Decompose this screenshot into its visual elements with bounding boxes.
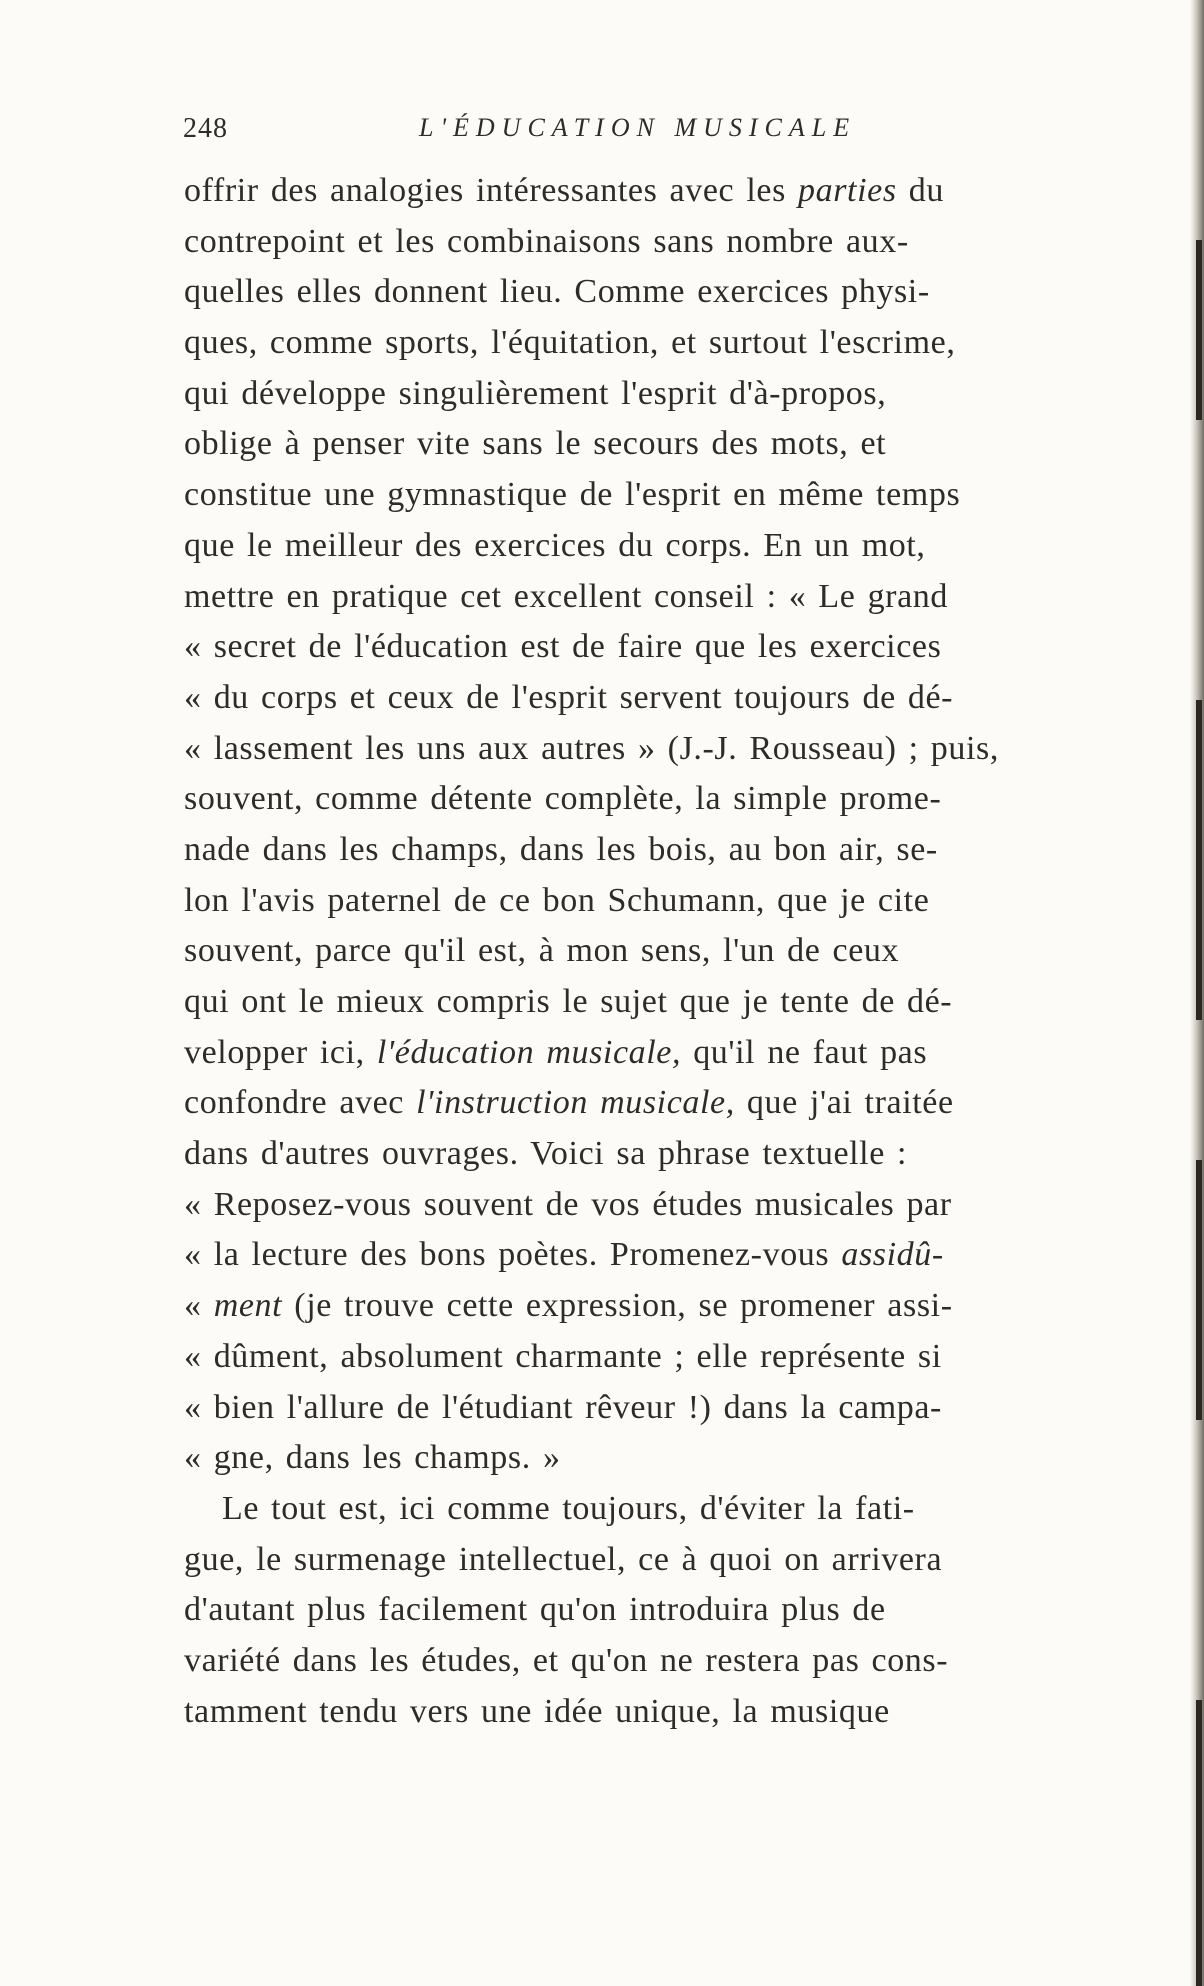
text-run: souvent, comme détente complète, la simple prome- [184, 780, 942, 818]
text-run: « bien l'allure de l'étudiant rêveur !) dans la campa- [184, 1388, 942, 1426]
text-line [184, 470, 1130, 521]
text-line [184, 1230, 1130, 1281]
page-edge-mark [1196, 1160, 1202, 1420]
text-run: constitue une gymnastique de l'esprit en même temps [184, 476, 961, 514]
running-head: L'ÉDUCATION MUSICALE [419, 113, 857, 142]
text-run: lon l'avis paternel de ce bon Schumann, que je cite [184, 881, 930, 919]
text-line [184, 1028, 1130, 1079]
text-run: « du corps et ceux de l'esprit servent toujours de dé- [184, 678, 954, 716]
text-line [184, 1433, 1130, 1484]
text-line [184, 166, 1130, 217]
italic-run: ment [213, 1287, 283, 1325]
text-line [184, 1078, 1130, 1129]
text-line [184, 977, 1130, 1028]
page-number: 248 [183, 113, 228, 144]
text-run: « gne, dans les champs. » [184, 1439, 561, 1477]
text-line [184, 217, 1130, 268]
text-line [184, 1332, 1130, 1383]
text-line [184, 1484, 1130, 1535]
text-line [184, 1180, 1130, 1231]
text-line [184, 1535, 1130, 1586]
text-run: « [184, 1287, 214, 1325]
text-line [184, 267, 1130, 318]
page-header [183, 113, 893, 153]
text-run: qui développe singulièrement l'esprit d'à-propos, [184, 374, 887, 412]
text-run: qu'il ne faut pas [681, 1033, 928, 1071]
text-line [184, 622, 1130, 673]
page-edge-mark [1196, 1700, 1202, 1986]
text-line [184, 673, 1130, 724]
text-line [184, 572, 1130, 623]
text-line [184, 1636, 1130, 1687]
text-run: contrepoint et les combinaisons sans nombre aux- [184, 222, 909, 260]
text-line [184, 774, 1130, 825]
text-run: ques, comme sports, l'équitation, et surtout l'escrime, [184, 324, 956, 362]
text-line [184, 521, 1130, 572]
italic-run: parties [798, 172, 897, 209]
text-run: quelles elles donnent lieu. Comme exercices physi- [184, 273, 930, 311]
italic-run: l'instruction musicale, [416, 1084, 735, 1122]
text-line [184, 724, 1130, 775]
text-run: « Reposez-vous souvent de vos études musicales par [184, 1185, 952, 1223]
italic-run: l'éducation musicale, [376, 1033, 682, 1071]
text-run: oblige à penser vite sans le secours des mots, et [184, 425, 887, 463]
text-line [184, 926, 1130, 977]
text-line [184, 1383, 1130, 1434]
text-line [184, 825, 1130, 876]
text-run: velopper ici, [184, 1033, 377, 1071]
text-run: qui ont le mieux compris le sujet que je tente de dé- [184, 983, 953, 1020]
text-run: dans d'autres ouvrages. Voici sa phrase textuelle : [184, 1135, 908, 1173]
text-run: Le tout est, ici comme toujours, d'éviter la fati- [222, 1489, 915, 1527]
page-edge-mark [1196, 240, 1202, 420]
text-line [184, 1129, 1130, 1180]
text-run: souvent, parce qu'il est, à mon sens, l'un de ceux [184, 932, 900, 970]
text-line [184, 1281, 1130, 1332]
text-run: que j'ai traitée [734, 1084, 954, 1122]
text-run: confondre avec [184, 1084, 417, 1122]
text-line [184, 318, 1130, 369]
text-line [184, 1687, 1130, 1738]
text-run: tamment tendu vers une idée unique, la musique [184, 1692, 890, 1730]
body-text [184, 166, 1130, 1737]
text-line [184, 419, 1130, 470]
text-run: d'autant plus facilement qu'on introduira plus de [184, 1591, 886, 1629]
text-run: mettre en pratique cet excellent conseil : « Le grand [184, 577, 948, 615]
text-run: offrir des analogies intéressantes avec les [184, 172, 798, 209]
text-run: « lassement les uns aux autres » (J.-J. Rousseau) ; puis, [184, 729, 999, 767]
text-run: « dûment, absolument charmante ; elle représente si [184, 1337, 942, 1375]
text-line [184, 369, 1130, 420]
page-edge-mark [1196, 700, 1202, 1020]
text-run: du [896, 172, 944, 209]
text-run: (je trouve cette expression, se promener assi- [282, 1287, 953, 1325]
text-run: gue, le surmenage intellectuel, ce à quoi on arrivera [184, 1540, 943, 1578]
text-run: que le meilleur des exercices du corps. En un mot, [184, 526, 926, 564]
text-run: nade dans les champs, dans les bois, au bon air, se- [184, 830, 938, 868]
text-run: « secret de l'éducation est de faire que les exercices [184, 628, 942, 666]
text-run: « la lecture des bons poètes. Promenez-vous [184, 1236, 842, 1274]
italic-run: assidû- [841, 1236, 944, 1274]
text-line [184, 1585, 1130, 1636]
text-line [184, 876, 1130, 927]
text-run: variété dans les études, et qu'on ne restera pas cons- [184, 1641, 949, 1679]
